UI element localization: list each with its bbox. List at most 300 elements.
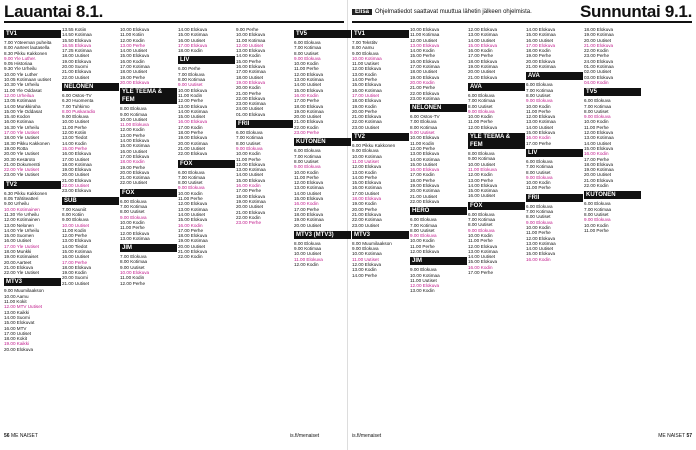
program-listing: 14.00 Kodin [236,53,261,59]
program-listing: 20.00 Uutiset [294,114,322,120]
program-listing: 11.00 Elokuva [120,122,149,128]
program-listing: 12.00 MTV Uutiset [4,304,43,310]
program-listing: 16.00 Elokuva [410,58,440,64]
channel-header: TV5 [584,88,641,96]
footer-url-right: is.fi/menaiset [352,433,382,439]
program-listing: 6.00 Elokuva [468,211,495,217]
program-listing: 10.00 Kodin [120,219,145,225]
program-listing: 17.00 Perhe [468,53,494,59]
program-listing: 7.00 Kotimaa [584,206,612,212]
program-listing: 17.00 Uutiset [62,156,90,162]
program-listing: 20.00 Suomi [62,64,88,70]
program-listing: 13.00 Perhe [468,177,494,183]
program-listing: 7.00 Kotimaa [294,45,322,51]
program-listing: 11.00 Kokit [4,299,27,305]
program-listing: 19.00 Kodin [352,201,377,207]
program-listing: 17.25 Kotimaa [62,48,92,54]
program-listing: 11.00 Perhe [584,124,609,130]
program-listing: 15.00 Elokuva [526,251,556,257]
program-listing: 11.00 Kotimaa [410,32,440,38]
program-listing: 14.00 Suomi [4,314,30,320]
program-listing: 13.00 Elokuva [62,238,92,244]
channel-header: KUTONEN [584,191,641,199]
program-listing: 12.00 Elokuva [294,180,324,186]
program-listing: 22.00 Uutiset [62,74,90,80]
channel-header: YLE TEEMA & FEM [120,88,177,104]
program-listing: 14.00 Uutiset [236,172,264,178]
program-listing: 12.00 Elokuva [352,261,382,267]
program-listing: 15.00 Kotimaa [526,32,556,38]
program-listing: 15.00 Elokuva [294,87,324,93]
program-listing: 12.00 Elokuva [526,114,556,120]
program-listing: 9.00 Elokuva [468,227,495,233]
program-listing: 19.00 Elokuva [410,183,440,189]
program-listing: 10.00 Elokuva [410,27,440,32]
program-listing: 8.00 Kotimaa [410,124,438,130]
program-listing: 9.00 Elokuva [584,114,611,120]
schedule-column [352,27,409,427]
program-listing: 18.00 Elokuva [62,264,92,270]
schedule-column [468,27,525,427]
program-listing: 11.00 Perhe [120,225,145,231]
program-listing: 16.30 Yle Urheilu [4,124,40,130]
program-listing: 15.00 Perhe [62,145,88,151]
program-listing: 19.00 Perhe [120,164,146,170]
program-listing: 17.00 Yle Uutiset [4,243,39,249]
right-title-rule [352,21,692,23]
program-listing: 11.00 Perhe [584,227,609,233]
program-listing: 19.00 Elokuva [410,74,440,80]
program-listing: 14.00 Elokuva [468,182,498,188]
channel-header: YLE TEEMA & FEM [468,133,525,149]
program-listing: 14.00 Uutiset [120,48,148,54]
program-listing: 10.00 Kodin [584,222,609,228]
program-listing: 13.00 Kotimaa [294,185,324,191]
program-listing: 16.00 Kodin [526,135,551,141]
program-listing: 8.00 Elokuva [120,106,147,112]
program-listing: 8.00 Uutiset [526,92,551,98]
program-listing: 22.00 Kodin [178,254,203,260]
program-listing: 10.00 Uutiset [62,119,90,125]
program-listing: 04.00 Kodin [584,79,609,85]
program-listing: 13.00 Elokuva [410,42,440,48]
program-listing: 14.00 Elokuva [120,138,150,144]
program-listing: 15.00 Elokuva [120,53,150,59]
channel-header: SUB [62,197,119,205]
program-listing: 8.00 Uutiset [526,169,551,175]
program-listing: 6.00 Perhe [178,66,201,72]
program-listing: 17.00 Uutiset [4,330,32,336]
program-listing: 21.00 Uutiset [410,193,438,199]
footer-right [658,433,692,440]
program-listing: 20.00 Kodin [410,79,435,85]
program-listing: 23.00 Yle Uutiset [4,172,39,178]
program-listing: 13.00 Elokuva [178,103,208,109]
program-listing: 16.00 Kotimaa [4,119,34,125]
program-listing: 15.50 Elokuva [62,37,92,43]
program-listing: 11.00 Perhe [236,156,261,162]
program-listing: 13.00 Kodin [352,169,377,175]
left-brand: ME NAISET [10,433,38,439]
schedule-column [178,27,235,427]
program-listing: 10.00 Kodin [584,119,609,125]
program-listing: 10.00 Kotimaa [410,272,440,278]
program-listing: 13.00 Elokuva [410,151,440,157]
program-listing: 16.00 Kodin [468,48,493,54]
program-listing: 10.00 Kodin [410,238,435,244]
program-listing: 18.00 Perhe [410,177,436,183]
program-listing: 11.30 Yle Urheilu [4,211,39,217]
right-brand: ME NAISET [658,433,686,439]
program-listing: 13.00 Kotimaa [526,240,556,246]
program-listing: 12.00 Elokuva [468,27,498,32]
program-listing: 9.00 Uutiset [178,82,203,88]
program-listing: 18.00 Kotimaa [62,161,92,167]
program-listing: 8.00 Uutiset [294,50,319,56]
program-listing: 20.00 Uutiset [294,222,322,228]
program-listing: 8.30 Pikku Kakkonen [4,50,48,56]
program-listing: 10.00 Yle Luther [4,71,38,77]
program-listing: 20.00 Uutiset [468,69,496,75]
channel-header: FOX [178,160,235,168]
program-listing: 6.00 Elokuva [410,217,437,223]
program-listing: 21.00 Perhe [410,85,436,91]
program-listing: 20.00 Kotimaa [178,140,208,146]
program-listing: 21.00 Elokuva [468,74,498,80]
program-listing: 23.00 Uutiset [352,222,380,228]
program-listing: 14.00 Elokuva [526,27,556,32]
program-listing: 12.00 Elokuva [468,124,498,130]
program-listing: 15.00 Perhe [236,58,262,64]
program-listing: 7.00 Kotimaa [526,209,554,215]
program-listing: 12.00 Kodin [120,37,145,43]
program-listing: 22.00 Elokuva [178,151,208,157]
program-listing: 12.00 Perhe [120,280,146,286]
channel-header: TV2 [4,181,61,189]
program-listing: 16.00 Kodin [468,264,493,270]
program-listing: 15.00 Kotimaa [120,143,150,149]
program-listing: 12.00 Elokuva [178,201,208,207]
program-listing: 15.00 Elokuva [352,180,382,186]
program-listing: 9.00 Kotimaa [120,111,148,117]
program-listing: 7.00 Tuhkimo [62,103,90,109]
channel-header: JIM [410,257,467,265]
program-listing: 8.00 Uutiset [468,103,493,109]
program-listing: 21.00 Elokuva [584,42,614,48]
program-listing: 18.00 Kodin [120,159,145,165]
channel-header: FOX [120,189,177,197]
program-listing: 18.00 Elokuva [294,103,324,109]
program-listing: 21.00 Elokuva [352,211,382,217]
program-listing: 6.00 Elokuva [178,169,205,175]
program-listing: 10.05 Kotimaan uutiset [4,77,51,83]
program-listing: 19.00 Kaikki [4,341,30,347]
program-listing: 9.00 Elokuva [62,114,89,120]
right-page-title: Sunnuntai 9.1. [580,2,692,21]
schedule-column [62,27,119,427]
schedule-column [236,27,293,427]
program-listing: 10.00 Kodin [178,190,203,196]
program-listing: 6.00 Elokuva [584,201,611,207]
program-listing: 24.00 Elokuva [584,58,614,64]
program-listing: 9.00 Uutiset [120,264,145,270]
program-listing: 10.00 Aamu [4,293,29,299]
program-listing: 6.20 Huomenta [62,98,94,104]
program-listing: 13.00 Nelonen [4,222,34,228]
program-listing: 21.00 Elokuva [62,69,92,75]
program-listing: 16.00 Elokuva [62,151,92,157]
program-listing: 9.00 Yle Luther. [4,55,37,61]
program-listing: 15.00 Elokuva [468,259,498,265]
program-listing: 11.00 Perhe [294,66,319,72]
program-listing: 10.00 Kotimaa [352,55,382,61]
program-listing: 7.00 Kotimaa [584,103,612,109]
program-listing: 18.00 Elokuva [294,211,324,217]
channel-header: HERO [410,207,467,215]
program-listing: 16.00 Uutiset [4,238,32,244]
program-listing: 16.00 Uutiset [178,37,206,43]
program-listing: 9.00 Elokuva [120,214,147,220]
program-listing: 12.00 Perhe [178,98,204,104]
program-listing: 9.00 Elokuva [410,267,437,273]
channel-header: AVA [526,72,583,80]
program-listing: 13.00 Kotimaa [468,32,498,38]
program-listing: 14.00 Perhe [352,77,378,83]
program-listing: 13.00 Kodin [352,71,377,77]
program-listing: 12.00 Kodin [294,261,319,267]
program-listing: 12.00 Uutiset [236,42,264,48]
program-listing: 12.00 Kodin [120,127,145,133]
program-listing: 9.00 Elokuva [294,164,321,170]
program-listing: 6.00 Ostos-TV [410,114,440,120]
program-listing: 9.00 Elokuva [526,219,553,225]
channel-header: FOX [468,202,525,210]
program-listing: 9.00 Elokuva [468,108,495,114]
channel-header: MTV3 [4,278,61,286]
program-listing: 11.00 Kodin [410,140,435,146]
program-listing: 8.00 Aarteet lautasella [4,45,50,51]
program-listing: 8.00 Kotimaa [120,259,148,265]
program-listing: 10.00 Uutiset [120,116,148,122]
program-listing: 14.00 Perhe [352,272,378,278]
program-listing: 9.00 Elokuva [294,55,321,61]
schedule-column [584,27,641,427]
program-listing: 17.00 Kodin [410,172,435,178]
channel-header: NELONEN [62,83,119,91]
program-listing: 7.00 Kotimaa [526,87,554,93]
program-listing: 12.00 Perhe [410,145,436,151]
program-listing: 15.00 Suomen [4,233,34,239]
program-listing: 8.00 Uutiset [120,209,145,215]
program-listing: 18.00 Elokuva [352,196,382,202]
program-listing: 15.00 Elokuva [178,217,208,223]
schedule-column [120,27,177,427]
program-listing: 9.00 Elokuva [410,233,437,239]
program-listing: 11.00 Yle Oddasat [4,87,42,93]
program-listing: 10.30 Yle Urheilu [4,82,40,88]
program-listing: 8.00 Puskaradio [62,108,96,114]
program-listing: 13.00 Perhe [120,132,146,138]
program-listing: 17.00 Kotimaa [120,64,150,70]
program-listing: 18.00 Elokuva [178,233,208,239]
program-listing: 21.00 Uutiset [62,280,90,286]
program-listing: 22.00 Kodin [584,48,609,54]
program-listing: 10.00 Uutiset [294,251,322,257]
program-listing: 18.00 Uutiset [120,69,148,75]
program-listing: 15.00 Elokuva [352,82,382,88]
program-listing: 14.00 Munkkiraha [4,103,41,109]
program-listing: 20.00 Aarteet [4,259,32,265]
program-listing: 6.00 Elokuva [236,130,263,136]
program-listing: 8.00 Elokuva [294,240,321,246]
program-listing: 12.00 Kotiin [62,130,87,136]
program-listing: 12.00 Elokuva [294,71,324,77]
program-listing: 7.00 Elokuva [120,254,147,260]
program-listing: 13.00 Kotimaa [468,248,498,254]
program-listing: 8.00 Uutiset [294,158,319,164]
channel-header: FRII [236,120,293,128]
program-listing: 14.00 Uutiset [178,211,206,217]
program-listing: 20.00 Elokuva [526,58,556,64]
program-listing: 17.00 Perhe [178,227,204,233]
program-listing: 11.00 Uutiset [352,256,379,262]
program-listing: 19.00 Kotimaa [294,108,324,114]
program-listing: 9.00 Perhe [236,27,259,32]
program-listing: 20.00 Uutiset [62,172,90,178]
program-listing: 13.00 Kotimaa [294,77,324,83]
program-listing: 9.00 Kotimaa [294,246,322,252]
program-listing: 22.00 Kotimaa [352,217,382,223]
program-listing: 12.00 Kotimainen [4,217,40,223]
program-listing: 10.00 Kodin [526,180,551,186]
program-listing: 18.00 Elokuva [236,193,266,199]
program-listing: 9.00 Muumilaakson [4,288,44,294]
program-listing: 19.00 Kodin [352,103,377,109]
program-listing: 19.00 Kotimaa [294,217,324,223]
program-listing: 11.00 Kotiin [120,32,144,38]
program-listing: 15.00 Elokuva [294,196,324,202]
footer-url-left: is.fi/menaiset [290,433,320,439]
program-listing: 14.00 Uutiset [584,140,612,146]
program-listing: 22.00 Elokuva [236,95,266,101]
program-listing: 19.00 Kotimaiset [4,254,39,260]
channel-header: TV5 [294,30,351,38]
program-listing: 22.00 Yle Uutiset [4,167,39,173]
program-listing: 12.00 Perhe [62,233,88,239]
program-listing: 14.00 Kodin [62,140,87,146]
channel-header: JIM [120,244,177,252]
program-listing: 10.00 Kodin [294,61,319,67]
program-listing: 13.00 Perhe [120,42,146,48]
program-listing: 9.00 Kotimaa [468,156,496,162]
program-listing: 12.00 Elokuva [236,161,266,167]
program-listing: 21.00 Elokuva [584,177,614,183]
program-listing: 17.00 Kotimaa [410,64,440,70]
channel-header: MTV3 [352,231,409,239]
program-listing: 6.00 Ostos-TV [62,92,92,98]
program-listing: 16.00 Kodin [526,256,551,262]
program-listing: 7.00 Tekstitv [352,40,378,45]
program-listing: 22.00 Kodin [584,183,609,189]
program-listing: 13.00 Elokuva [236,48,266,54]
program-listing: 20.00 Kotimaa [410,188,440,194]
program-listing: 16.00 Kodin [236,183,261,189]
program-listing: 14.00 Yle Urheilu [4,227,40,233]
program-listing: 10.00 Elokuva [236,32,266,38]
program-listing: 6.00 Elokuva [526,158,553,164]
program-listing: 20.00 Uutiset [236,204,264,210]
program-listing: 23.00 Perhe [294,130,320,136]
program-listing: 14.00 Elokuva [178,27,208,32]
channel-header: TV2 [352,133,409,141]
program-listing: 17.00 Perhe [584,156,610,162]
program-listing: 19.00 Rotta [4,145,28,151]
program-listing: 16.00 MTV [4,325,27,331]
program-listing: 23.00 Kotimaa [236,101,266,107]
program-listing: 11.00 Kodin [62,227,87,233]
program-listing: 18.30 Pikku Kakkonen [4,140,50,146]
program-listing: 13.00 Kodin [410,288,435,294]
program-listing: 16.00 Kotimaa [352,185,382,191]
program-listing: 6.00 Elokuva [120,198,147,204]
program-listing: 12.00 Elokuva [120,230,150,236]
program-listing: 11.00 Elokuva [468,166,497,172]
schedule-column [4,27,61,427]
program-listing: 19.00 Perhe [120,74,146,80]
right-page-number: 57 [686,433,692,439]
program-listing: 12.00 Elokuva [468,243,498,249]
program-listing: 11.00 Perhe [178,196,203,202]
program-listing: 21.00 Uutiset [178,145,206,151]
program-listing: 15.40 Kodon [4,114,31,120]
program-listing: 11.00 Perhe [526,185,551,191]
program-listing: 12.00 Urheilua [4,92,34,98]
program-listing: 17.00 Kotimaa [236,69,266,75]
elisa-note: Ohjelmatiedot saattavat muuttua lähetin jälkeen ohjelmista. [375,9,532,15]
program-listing: 14.50 Kotimaa [62,32,92,38]
program-listing: 8.00 Aamu [352,45,374,51]
program-listing: 12.00 Elokuva [526,235,556,241]
program-listing: 10.00 Kotimaa [352,251,382,257]
program-listing: 19.00 Kotimaa [236,198,266,204]
program-listing: 11.00 Perhe [468,238,493,244]
program-listing: 18.00 Uutiset [62,53,90,59]
program-listing: 02.00 Uutiset [584,69,612,75]
program-listing: 22.00 Elokuva [410,90,440,96]
program-listing: 23.00 Elokuva [62,188,92,194]
program-listing: 8.00 Uutiset [178,180,203,186]
program-listing: 8.00 Kotimaa [178,77,206,83]
program-listing: 19.00 Kotimaa [584,32,614,38]
program-listing: 8.00 Uutiset [236,140,261,146]
program-listing: 22.00 Uutiset [62,183,90,189]
program-listing: 9.00 Uutiset [410,130,435,136]
program-listing: 17.00 Perhe [294,206,320,212]
program-listing: 23.00 Uutiset [352,124,380,130]
program-listing: 13.00 Tiedot [62,135,88,141]
program-listing: 16.00 Kotimaa [352,87,382,93]
program-listing: 17.00 Uutiset [352,92,380,98]
program-listing: 7.00 Elokuva [410,119,437,125]
program-listing: 7.00 Kotimaa [120,204,148,210]
program-listing: 20.30 Kesäroto [4,156,36,162]
program-listing: 20.00 Perhe [352,108,378,114]
program-listing: 11.00 Perhe [468,119,493,125]
program-listing: 11.00 Uutiset [352,158,379,164]
program-listing: 13.55 Kotiin [62,27,87,32]
program-listing: 16.00 Kodin [120,58,145,64]
program-listing: 20.00 Uutiset [584,37,612,43]
